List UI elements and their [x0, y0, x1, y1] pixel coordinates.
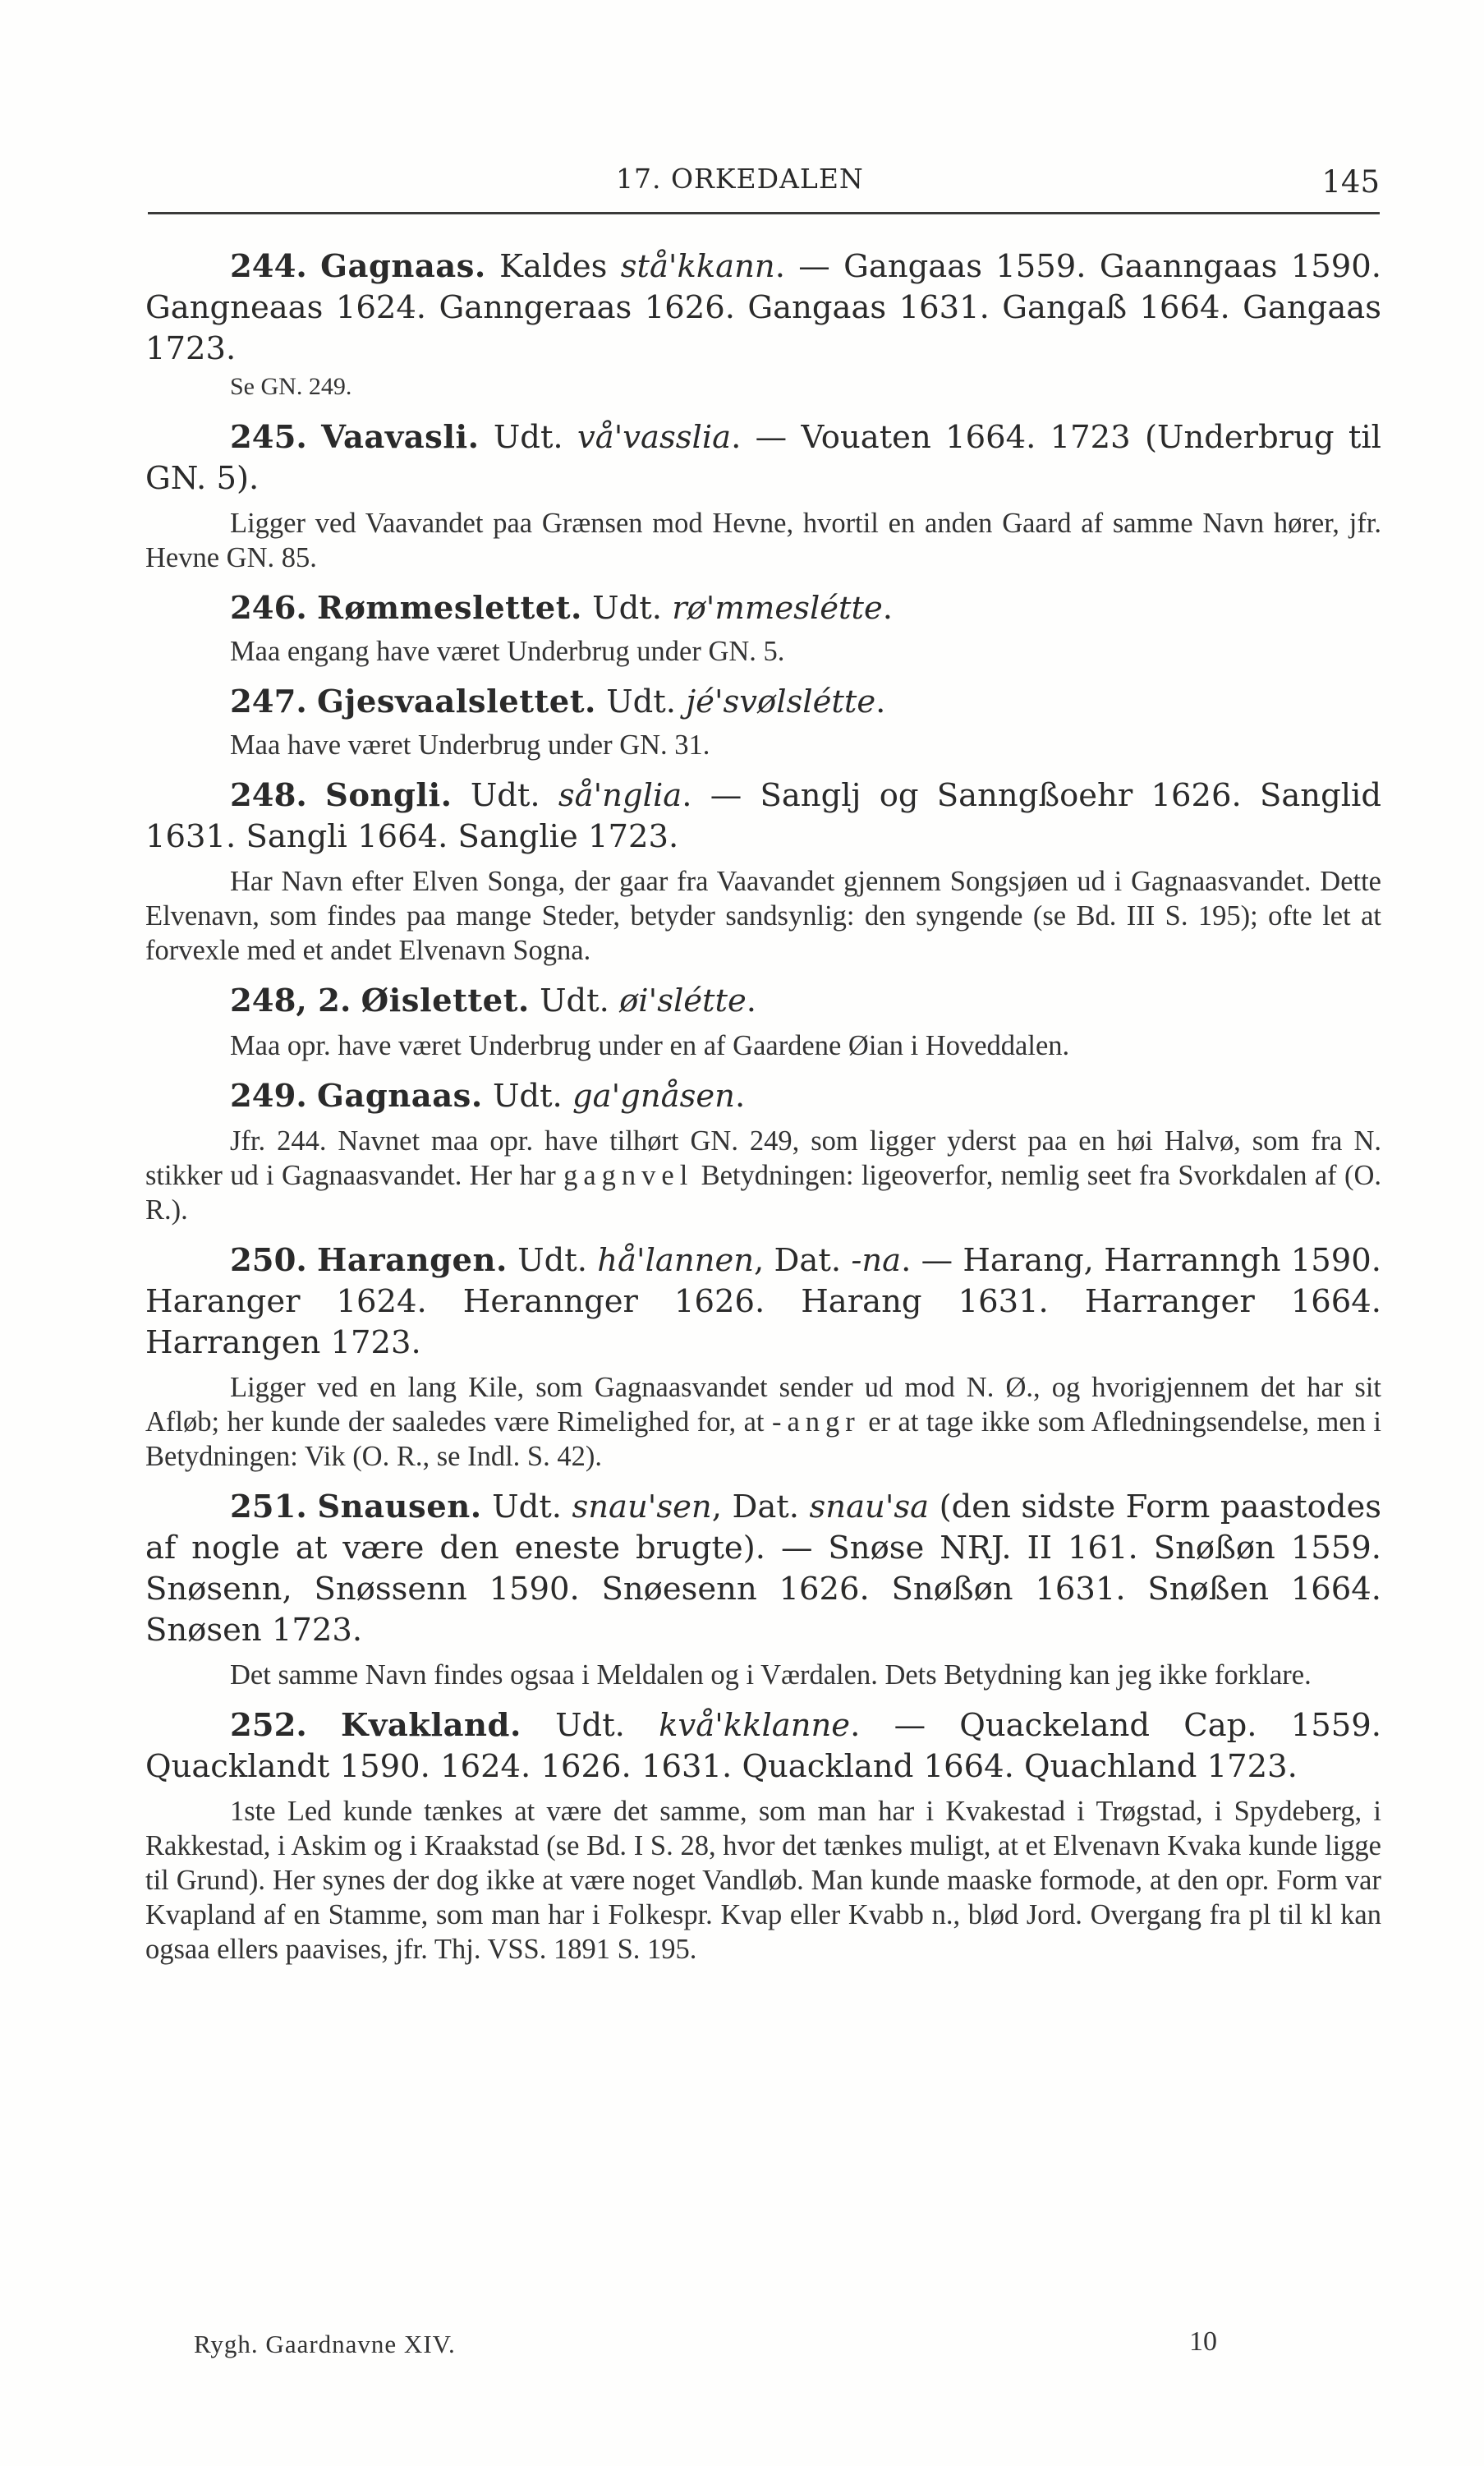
head-text: . — [734, 1078, 746, 1115]
head-text: Udt. — [507, 1242, 598, 1279]
note-text: Ligger ved en lang Kile, som Gagnaasvandet sender ud mod N. Ø., og hvorigjennem det har sit Afløb; her kunde der saaledes være Rimelighed for, at — [145, 1372, 1381, 1438]
sheet-number: 10 — [1189, 2326, 1217, 2357]
head-text: Udt. — [452, 777, 558, 814]
note-text: er at tage ikke som Afledningsendelse, men i Betydningen: Vik (O. R., se Indl. S. 42). — [145, 1406, 1381, 1472]
entry-244 — [145, 246, 1381, 404]
farm-name: Rømmeslettet. — [317, 590, 582, 627]
entry-246 — [145, 588, 1381, 669]
entry-number: 249. — [230, 1078, 307, 1115]
farm-name: Snausen. — [317, 1488, 482, 1525]
farm-name: Gjesvaalslettet. — [317, 683, 596, 720]
entry-248-2 — [145, 981, 1381, 1063]
head-text: . — Sanglj og Sanngßoehr 1626. Sanglid 1631. Sangli 1664. Sanglie 1723. — [145, 777, 1381, 855]
entry-head — [145, 682, 1381, 723]
entry-number: 244. — [230, 248, 307, 285]
head-text: Udt. — [481, 1488, 572, 1525]
entry-250 — [145, 1240, 1381, 1474]
head-text: , Dat. — [754, 1242, 852, 1279]
head-text: . — Harang, Harranngh 1590. Haranger 1624. Herannger 1626. Harang 1631. Harranger 1664. Harrangen 1723. — [145, 1242, 1381, 1361]
entry-head — [145, 775, 1381, 858]
entry-note: Ligger ved Vaavandet paa Grænsen mod Hevne, hvortil en anden Gaard af samme Navn hører, jfr. Hevne GN. 85. — [145, 508, 1381, 573]
head-text: . — Gangaas 1559. Gaanngaas 1590. Gangneaas 1624. Ganngeraas 1626. Gangaas 1631. Gangaß 1664. Gangaas 1723. — [145, 248, 1381, 367]
entry-number: 246. — [230, 590, 307, 627]
entry-248 — [145, 775, 1381, 968]
farm-name: Gagnaas. — [320, 248, 486, 285]
entry-249 — [145, 1076, 1381, 1227]
head-text: Kaldes — [485, 248, 621, 285]
entry-head — [145, 981, 1381, 1022]
running-head: 17. ORKEDALEN — [616, 163, 864, 195]
pronunciation: jé'svølslétte — [686, 683, 876, 720]
pronunciation: snau'sen — [572, 1488, 712, 1525]
entry-head — [145, 417, 1381, 499]
entry-head — [145, 1705, 1381, 1787]
entry-note: Maa opr. have været Underbrug under en af Gaardene Øian i Hoveddalen. — [230, 1030, 1070, 1061]
spaced-word: gagnvel — [563, 1160, 694, 1191]
pronunciation: kvå'kklanne — [659, 1707, 851, 1744]
note-text: Betydningen: ligeoverfor, nemlig seet fra Svorkdalen af (O. R.). — [145, 1160, 1381, 1226]
pronunciation-dative: -na — [851, 1242, 902, 1279]
farm-name: Harangen. — [317, 1242, 508, 1279]
head-text: Udt. — [581, 590, 673, 627]
entry-number: 247. — [230, 683, 307, 720]
head-text: . — Quackeland Cap. 1559. Quacklandt 1590. 1624. 1626. 1631. Quackland 1664. Quachland 1723. — [145, 1707, 1382, 1785]
entry-note: Det samme Navn findes ogsaa i Meldalen og i Værdalen. Dets Betydning kan jeg ikke forklare. — [230, 1659, 1312, 1691]
pronunciation: ga'gnåsen — [572, 1078, 735, 1115]
head-text: . — [875, 683, 886, 720]
entry-note: Har Navn efter Elven Songa, der gaar fra Vaavandet gjennem Songsjøen ud i Gagnaasvandet. Dette Elvenavn, som findes paa mange Steder, betyder sandsynlig: den syngende (se Bd. III S. 195); ofte let at forvexle med et andet Elvenavn Sogna. — [145, 866, 1381, 966]
entry-note — [145, 1124, 1381, 1227]
farm-name: Gagnaas. — [317, 1078, 483, 1115]
farm-name: Kvakland. — [341, 1707, 521, 1744]
entry-247 — [145, 682, 1381, 762]
entry-note — [145, 1370, 1381, 1474]
farm-name: Songli. — [325, 777, 453, 814]
head-text: , Dat. — [711, 1488, 810, 1525]
pronunciation-dative: snau'sa — [809, 1488, 930, 1525]
head-text: Udt. — [479, 419, 577, 456]
entry-head — [145, 246, 1381, 370]
farm-name: Vaavasli. — [321, 419, 480, 456]
pronunciation: rø'mmeslétte — [672, 590, 883, 627]
head-text: Udt. — [595, 683, 687, 720]
entry-number: 250. — [230, 1242, 307, 1279]
page-footer — [194, 2326, 1220, 2366]
entry-245 — [145, 417, 1381, 575]
entry-head — [145, 1487, 1381, 1651]
entry-head — [145, 588, 1381, 629]
entry-note: 1ste Led kunde tænkes at være det samme, som man har i Kvakestad i Trøgstad, i Spydeberg, i Rakkestad, i Askim og i Kraakstad (se Bd. I S. 28, hvor det tænkes muligt, at et Elvenavn Kvaka kunde ligge til Grund). Her synes der dog ikke at være noget Vandløb. Man kunde maaske formode, at den opr. Form var Kvapland af en Stamme, som man har i Folkespr. Kvap eller Kvabb n., blød Jord. Overgang fra pl til kl kan ogsaa ellers paavises, jfr. Thj. VSS. 1891 S. 195. — [145, 1796, 1381, 1965]
pronunciation: øi'slétte — [619, 982, 747, 1019]
entry-note: Maa engang have været Underbrug under GN. 5. — [230, 636, 785, 667]
entries-column — [145, 246, 1381, 1980]
head-text: Udt. — [482, 1078, 573, 1115]
pronunciation: vå'vasslia — [577, 419, 732, 456]
pronunciation: så'nglia — [558, 777, 682, 814]
cross-reference: Se GN. 249. — [230, 373, 352, 400]
head-text: (den sidste Form paastodes af nogle at være den eneste brugte). — Snøse NRJ. II 161. Snøßøn 1559. Snøsenn, Snøssenn 1590. Snøesenn 1626. Snøßøn 1631. Snøßen 1664. Snøsen 1723. — [145, 1488, 1382, 1649]
entry-head — [145, 1240, 1381, 1364]
head-text: . — [746, 982, 757, 1019]
pronunciation: stå'kkann — [620, 248, 775, 285]
entry-number: 252. — [230, 1707, 307, 1744]
page-number: 145 — [1321, 164, 1380, 200]
farm-name: Øislettet. — [361, 982, 530, 1019]
header-rule — [148, 212, 1380, 214]
head-text: . — Vouaten 1664. 1723 (Underbrug til GN. 5). — [145, 419, 1381, 497]
entry-note: Maa have været Underbrug under GN. 31. — [230, 729, 710, 761]
entry-number: 248. — [230, 777, 307, 814]
entry-number: 245. — [230, 419, 307, 456]
note-text: Jfr. 244. Navnet maa opr. have tilhørt GN. 249, som ligger yderst paa en høi Halvø, som fra N. stikker ud i Gagnaasvandet. Her har — [145, 1125, 1381, 1191]
spaced-word: -angr — [771, 1406, 861, 1438]
printer-signature: Rygh. Gaardnavne XIV. — [194, 2330, 456, 2358]
entry-252 — [145, 1705, 1381, 1967]
entry-number: 248, 2. — [230, 982, 351, 1019]
entry-251 — [145, 1487, 1381, 1692]
head-text: . — [882, 590, 894, 627]
head-text: Udt. — [521, 1707, 659, 1744]
head-text: Udt. — [529, 982, 620, 1019]
entry-number: 251. — [230, 1488, 307, 1525]
pronunciation: hå'lannen — [597, 1242, 755, 1279]
page-header — [148, 158, 1380, 207]
entry-head — [145, 1076, 1381, 1117]
